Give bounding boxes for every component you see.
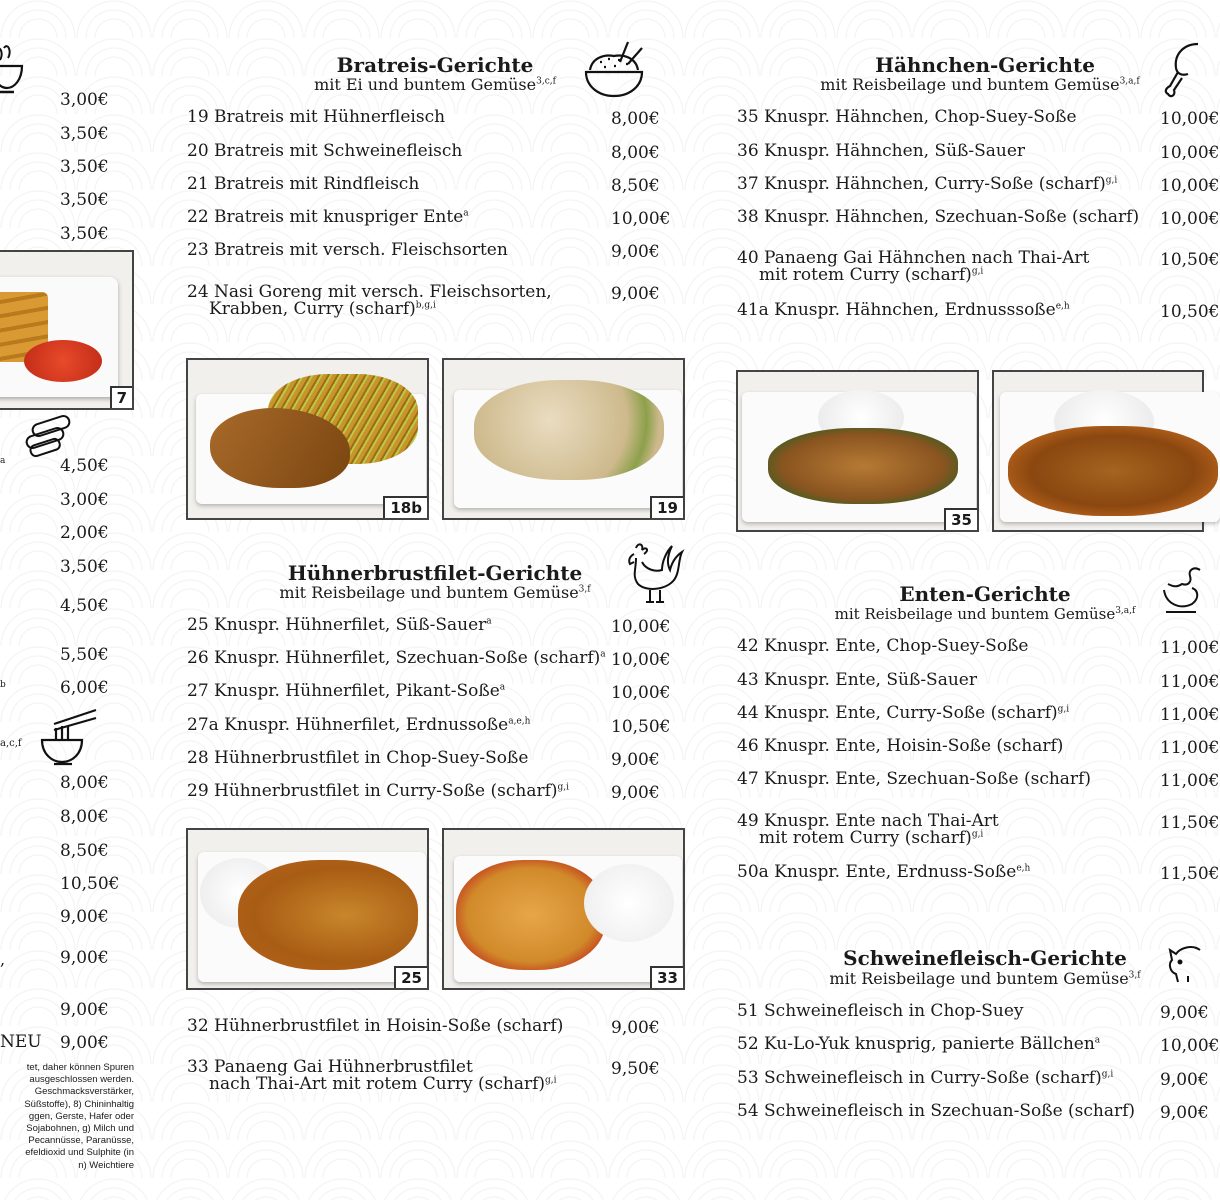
menu-item-price: 10,00€ [1160,143,1220,163]
menu-item-name: 52 Ku-Lo-Yuk knusprig, panierte Bällchen [737,1034,1095,1054]
footnote-line: efeldioxid und Sulphite (in [25,1147,134,1159]
menu-item-price: 10,00€ [611,617,671,637]
menu-item [737,638,1028,655]
rice-bowl-icon [584,40,646,100]
menu-item-33: 33 Panaeng Gai Hühnerbrustfilet nach Thai-Art mit rotem Curry (scharf)$^{g,i}$ [187,1057,557,1094]
menu-item-name: 36 Knuspr. Hähnchen, Süß-Sauer [737,141,1026,161]
section-title: Bratreis-Gerichte [336,53,534,77]
menu-item-name: 28 Hühnerbrustfilet in Chop-Suey-Soße [187,748,529,768]
allergen-codes: a [499,682,506,693]
menu-item-price: 10,00€ [611,683,671,703]
menu-item-49: 49 Knuspr. Ente nach Thai-Art mit rotem Curry (scharf)$^{g,i}$ [737,811,999,848]
menu-item-price: 10,00€ [1160,209,1220,229]
section-title: Hähnchen-Gerichte [875,53,1095,77]
menu-item-price: 11,00€ [1160,771,1220,791]
menu-item [737,109,1077,126]
footnote-line: ausgeschlossen werden. [29,1074,134,1086]
menu-item-price: 8,00€ [60,807,109,827]
menu-item-price: 8,00€ [60,773,109,793]
menu-item-price: 5,50€ [60,645,109,665]
noodle-bowl-icon [40,706,100,766]
menu-item-name: 51 Schweinefleisch in Chop-Suey [737,1001,1024,1021]
menu-item-name: 46 Knuspr. Ente, Hoisin-Soße (scharf) [737,736,1064,756]
menu-item-name: 42 Knuspr. Ente, Chop-Suey-Soße [737,636,1029,656]
menu-item [737,209,1139,226]
allergen-codes: a [600,649,606,660]
menu-item-name: 35 Knuspr. Hähnchen, Chop-Suey-Soße [737,107,1077,127]
menu-item-name: 44 Knuspr. Ente, Curry-Soße (scharf) [737,703,1058,723]
menu-item-price: 4,50€ [60,456,109,476]
menu-item-name: 23 Bratreis mit versch. Fleischsorten [187,240,508,260]
menu-item-price: 9,00€ [611,783,660,803]
allergen-footnote [0,1062,134,1172]
menu-item-name: 53 Schweinefleisch in Curry-Soße (scharf) [737,1068,1102,1088]
menu-item-price: 9,00€ [1160,1103,1209,1123]
dish-photo-33 [442,828,685,990]
menu-item-price: 9,00€ [611,750,660,770]
menu-item-name: 47 Knuspr. Ente, Szechuan-Soße (scharf) [737,769,1091,789]
menu-item [187,717,530,734]
dish-photo-35 [736,370,979,532]
menu-item-name: 37 Knuspr. Hähnchen, Curry-Soße (scharf) [737,174,1106,194]
menu-item-50a: 50a Knuspr. Ente, Erdnuss-Soße$^{e,h}$ [737,862,1031,882]
menu-item-40-price: 10,50€ [1160,250,1220,270]
menu-item-price: 10,00€ [1160,1036,1220,1056]
allergen-codes: a [486,616,492,627]
menu-item-price: 10,00€ [611,209,671,229]
menu-item [737,176,1117,193]
section-title: Enten-Gerichte [899,582,1071,606]
section-subtitle: mit Ei und buntem Gemüse$^{3,c,f}$ [314,75,556,94]
photo-number-badge: 35 [944,508,977,530]
menu-item-price: 11,00€ [1160,738,1220,758]
menu-item-price: 10,50€ [611,717,671,737]
menu-item-32-price: 9,00€ [611,1018,660,1038]
rooster-icon [626,540,686,606]
dish-photo-7 [0,250,134,410]
menu-item-price: 9,00€ [60,1000,109,1020]
menu-item [737,771,1091,788]
left-allergen-marker-b: b [0,680,6,690]
allergen-codes: a,e,h [508,716,531,727]
left-allergen-marker-a: a [0,456,6,466]
section-subtitle: mit Reisbeilage und buntem Gemüse$^{3,a,f}$ [820,75,1140,94]
section-title: Hühnerbrustfilet-Gerichte [287,561,583,585]
allergen-codes: g,i [1105,175,1118,186]
menu-item-price: 8,50€ [611,176,660,196]
menu-item [187,783,569,800]
allergen-codes: g,i [1101,1069,1114,1080]
menu-item-price: 9,00€ [1160,1070,1209,1090]
soup-bowl-icon [0,42,26,96]
section-subtitle: mit Reisbeilage und buntem Gemüse$^{3,f}$ [829,969,1141,988]
left-comma-marker: , [0,950,6,969]
menu-item-41a-price: 10,50€ [1160,302,1220,322]
menu-item-price: 8,00€ [611,143,660,163]
menu-item [187,650,606,667]
menu-item-price: 3,00€ [60,490,109,510]
menu-item-price: 9,00€ [611,242,660,262]
menu-item-price: 9,00€ [1160,1003,1209,1023]
menu-item [187,176,419,193]
menu-item-name: 26 Knuspr. Hühnerfilet, Szechuan-Soße (scharf) [187,648,601,668]
section-subtitle: mit Reisbeilage und buntem Gemüse$^{3,a,f}$ [834,605,1136,623]
duck-icon [1162,564,1202,616]
photo-number-badge: 19 [650,496,683,518]
menu-item-41a: 41a Knuspr. Hähnchen, Erdnusssoße$^{e,h}$ [737,300,1070,320]
menu-item-price: 10,00€ [1160,176,1220,196]
menu-item-price: 3,50€ [60,157,109,177]
menu-item-32: 32 Hühnerbrustfilet in Hoisin-Soße (scharf) [187,1016,564,1036]
menu-item-name: 22 Bratreis mit knuspriger Ente [187,207,464,227]
menu-item-50a-price: 11,50€ [1160,864,1220,884]
menu-item-price: 9,00€ [60,1033,109,1053]
menu-item [737,705,1069,722]
neu-label: NEU [0,1032,42,1052]
menu-item-price: 11,00€ [1160,638,1220,658]
menu-item-49-price: 11,50€ [1160,813,1220,833]
menu-item [187,683,505,700]
chicken-leg-icon [1162,42,1200,98]
menu-item-price: 3,50€ [60,190,109,210]
menu-item [187,209,469,226]
footnote-line: Geschmacksverstärker, [34,1086,134,1098]
menu-item-name: 29 Hühnerbrustfilet in Curry-Soße (scharf) [187,781,558,801]
menu-item-33-price: 9,50€ [611,1059,660,1079]
photo-number-badge: 18b [383,496,427,518]
menu-item [737,1036,1100,1053]
dish-photo-25 [186,828,429,990]
menu-item-24-price: 9,00€ [611,284,660,304]
photo-number-badge: 33 [650,966,683,988]
menu-item-name: 54 Schweinefleisch in Szechuan-Soße (scharf) [737,1101,1136,1121]
footnote-line: ggen, Gerste, Hafer oder [28,1110,134,1122]
menu-item-price: 3,50€ [60,124,109,144]
footnote-line: Süßstoffe), 8) Chininhaltig [24,1098,134,1110]
menu-item-name: 25 Knuspr. Hühnerfilet, Süß-Sauer [187,615,487,635]
allergen-codes: g,i [557,782,570,793]
dish-photo-18b [186,358,429,520]
menu-item [737,672,977,689]
dish-photo-haehnchen-2 [992,370,1204,532]
pig-icon [1166,940,1200,984]
menu-item-name: 27 Knuspr. Hühnerfilet, Pikant-Soße [187,681,500,701]
footnote-line: Sojabohnen, g) Milch und [26,1123,134,1135]
menu-item-price: 2,00€ [60,523,109,543]
menu-item-name: 19 Bratreis mit Hühnerfleisch [187,107,446,127]
menu-item-name: 38 Knuspr. Hähnchen, Szechuan-Soße (scharf) [737,207,1140,227]
menu-item-price: 3,50€ [60,557,109,577]
allergen-codes: g,i [1057,704,1070,715]
menu-item-price: 9,00€ [60,907,109,927]
menu-item [187,750,528,767]
menu-item-24: 24 Nasi Goreng mit versch. Fleischsorten, Krabben, Curry (scharf)$^{b,g,i}$ [187,282,552,319]
section-subtitle: mit Reisbeilage und buntem Gemüse$^{3,f}$ [279,583,591,602]
menu-item-name: 27a Knuspr. Hühnerfilet, Erdnussoße [187,715,509,735]
menu-item [187,143,462,160]
menu-item-price: 10,50€ [60,874,120,894]
menu-item-price: 8,50€ [60,841,109,861]
menu-item [737,1003,1024,1020]
menu-item [187,242,508,259]
menu-item-price: 9,00€ [60,948,109,968]
menu-item [187,109,445,126]
menu-item-price: 4,50€ [60,596,109,616]
menu-item-price: 8,00€ [611,109,660,129]
photo-number-badge: 25 [394,966,427,988]
menu-item [737,143,1025,160]
menu-item-price: 11,00€ [1160,705,1220,725]
allergen-codes: a [1094,1035,1101,1046]
dish-photo-19 [442,358,685,520]
menu-item-price: 3,00€ [60,90,109,110]
menu-item [737,1070,1113,1087]
menu-item-name: 43 Knuspr. Ente, Süß-Sauer [737,670,977,690]
menu-item-price: 10,00€ [611,650,671,670]
allergen-codes: a [463,208,469,219]
footnote-line: tet, daher können Spuren [26,1062,134,1073]
section-title: Schweinefleisch-Gerichte [843,946,1127,970]
footnote-line: n) Weichtiere [78,1159,134,1171]
menu-item-name: 21 Bratreis mit Rindfleisch [187,174,420,194]
menu-item-40: 40 Panaeng Gai Hähnchen nach Thai-Art mit rotem Curry (scharf)$^{g,i}$ [737,248,1090,285]
menu-item [187,617,492,634]
photo-number-badge: 7 [110,386,132,408]
menu-item [737,738,1063,755]
menu-item-price: 6,00€ [60,678,109,698]
menu-item [737,1103,1135,1120]
left-allergen-marker-acf: a,c,f [0,738,22,749]
menu-item-name: 20 Bratreis mit Schweinefleisch [187,141,463,161]
spring-roll-icon [22,416,82,458]
menu-item-price: 10,00€ [1160,109,1220,129]
menu-item-price: 3,50€ [60,224,109,244]
menu-item-price: 11,00€ [1160,672,1220,692]
footnote-line: Pecannüsse, Paranüsse, [28,1135,134,1147]
